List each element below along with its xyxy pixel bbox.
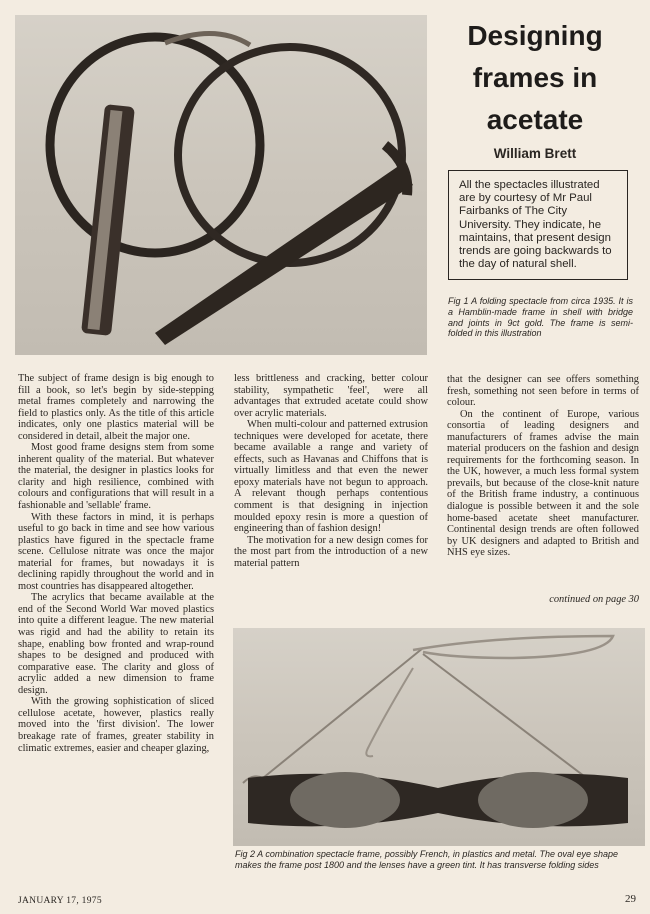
paragraph: With the growing sophistication of sliced cellulose acetate, however, plastics really moved into the 'first division'. The lower breakage rate of frames, greater stability in climatic extremes, easier and cheaper glazing, [18, 696, 214, 754]
paragraph: that the designer can see offers something fresh, something not seen before in terms of colour. [447, 374, 639, 409]
paragraph: The acrylics that became available at the end of the Second World War moved plastics into quite a different league. The new material was rigid and had the ability to retain its shape, enabling bow fronted and wrap-round shapes to be designed and produced with comparative ease. The clarity and gloss of acrylic added a new dimension to frame design. [18, 592, 214, 696]
paragraph: Most good frame designs stem from some inherent quality of the material. But whatever the material, the designer in plastics looks for clarity and high resilience, combined with colours and configurations that will result in a fashionable and 'sellable' frame. [18, 442, 214, 512]
author-byline: William Brett [493, 146, 577, 161]
combination-spectacle-illustration [233, 628, 645, 846]
page-number: 29 [625, 893, 636, 905]
article-column-2 [234, 373, 428, 569]
figure-2-caption: Fig 2 A combination spectacle frame, possibly French, in plastics and metal. The oval eye shape makes the frame post 1800 and the lenses have a green tint. It has transverse folding sides [235, 849, 619, 870]
paragraph: With these factors in mind, it is perhaps useful to go back in time and see how various plastics have figured in the spectacle frame scene. Cellulose nitrate was once the major material for frames, but nowadays it is declining rapidly throughout the world and in most countries has disappeared altogether. [18, 511, 214, 592]
combination-spectacle-photo [233, 628, 645, 846]
paragraph: The subject of frame design is big enough to fill a book, so let's begin by side-stepping metal frames completely and narrowing the field to plastics only. As the title of this article indicates, only one plastics material will be considered in detail, albeit the major one. [18, 373, 214, 442]
article-column-1 [18, 373, 214, 754]
folding-spectacle-photo [15, 15, 427, 355]
paragraph: less brittleness and cracking, better colour stability, sympathetic 'feel', were all advantages that extruded acetate could show over acrylic materials. [234, 373, 428, 419]
folding-spectacle-illustration [15, 15, 427, 355]
article-column-3 [447, 374, 639, 559]
article-title: Designing frames in acetate [467, 20, 603, 135]
intro-box: All the spectacles illustrated are by courtesy of Mr Paul Fairbanks of The City University. They indicate, he maintains, that present design trends are going backwards to the day of natural shell. [448, 170, 628, 280]
paragraph: The motivation for a new design comes for the most part from the introduction of a new material pattern [234, 534, 428, 569]
footer-date: JANUARY 17, 1975 [18, 896, 102, 906]
paragraph: When multi-colour and patterned extrusion techniques were developed for acetate, there became available a range and variety of effects, such as Havanas and Chiffons that is virtually limitless and that even the newer epoxy materials have not begun to approach. A relevant though perhaps contentious comment is that designing in injection moulded epoxy resin is more a question of engineering than of fashion design! [234, 419, 428, 535]
paragraph: On the continent of Europe, various consortia of leading designers and manufacturers of frames advise the main material producers on the fashion and design requirements for the forthcoming season. In the UK, however, a much less formal system prevails, but because of the close-knit nature of the British frame industry, a continuous dialogue is possible between it and the sole home-based acetate sheet manufacturer. Continental design trends are often followed by UK designers and adapted to British and NHS eye sizes. [447, 408, 639, 559]
figure-1-caption: Fig 1 A folding spectacle from circa 1935. It is a Hamblin-made frame in shell with bridge and joints in 9ct gold. The frame is semi-folded in this illustration [448, 296, 633, 339]
continued-link: continued on page 30 [549, 594, 639, 605]
